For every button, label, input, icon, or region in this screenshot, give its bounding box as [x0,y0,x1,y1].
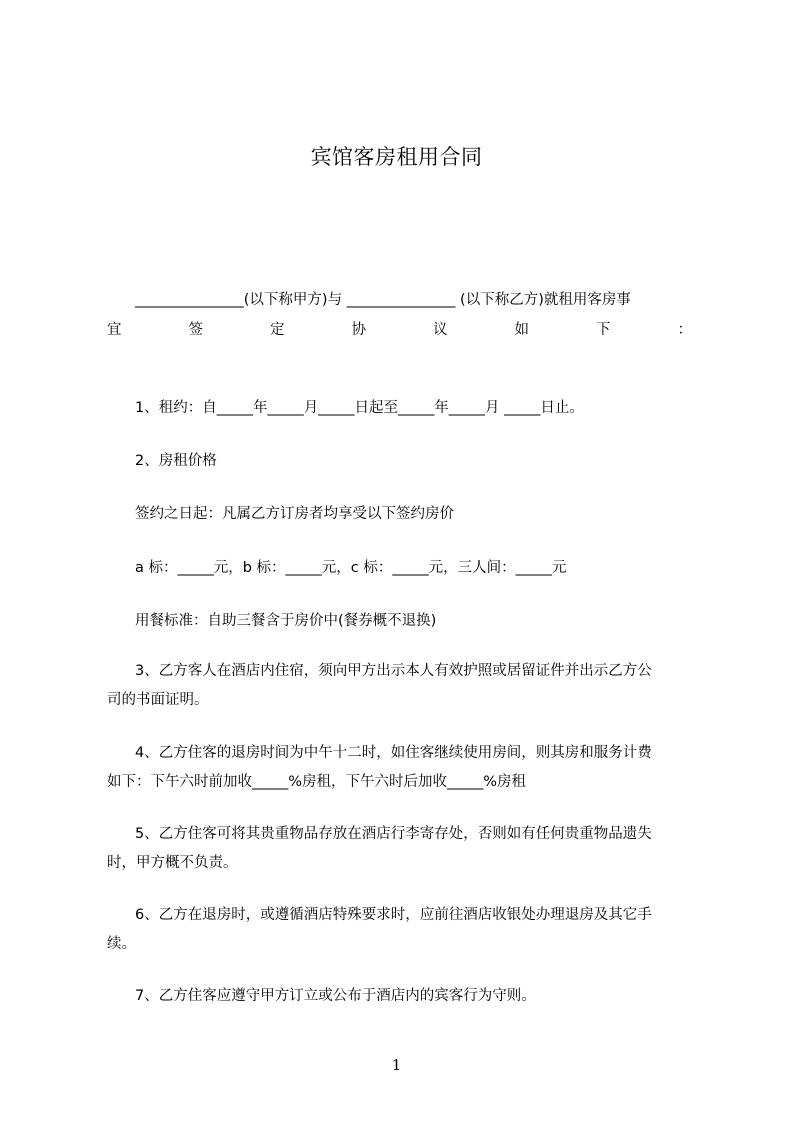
intro-char: 协 [351,322,366,338]
intro-char: 定 [270,322,285,338]
clause-6-line-1: 6、乙方在退房时，或遵循酒店特殊要求时，应前往酒店收银处办理退房及其它手 [135,907,652,923]
page-number: 1 [391,1056,402,1074]
clause-1: 1、租约：自_____年_____月_____日起至_____年_____月 _____日止。 [135,400,584,416]
clause-2-meal-standard: 用餐标准：自助三餐含于房价中(餐券概不退换) [135,613,437,629]
clause-2-signing-price: 签约之日起：凡属乙方订房者均享受以下签约房价 [135,506,454,522]
clause-4-line-2: 如下：下午六时前加收_____%房租，下午六时后加收_____%房租 [107,774,527,790]
clause-2-heading: 2、房租价格 [135,453,217,469]
intro-line-2 [107,320,692,340]
intro-line-1: _______________(以下称甲方)与 _______________ (以下称乙方)就租用客房事 [135,292,631,308]
intro-char: ： [677,322,692,338]
document-title: 宾馆客房租用合同 [310,145,483,169]
clause-4-line-1: 4、乙方住客的退房时间为中午十二时，如住客继续使用房间，则其房和服务计费 [135,745,652,761]
clause-6-line-2: 续。 [107,936,136,952]
clause-5-line-1: 5、乙方住客可将其贵重物品存放在酒店行李寄存处，否则如有任何贵重物品遗失 [135,826,652,842]
intro-char: 下 [596,322,611,338]
clause-5-line-2: 时，甲方概不负责。 [107,855,238,871]
intro-line-2-spread [107,320,692,340]
intro-char: 签 [188,322,203,338]
intro-char: 宜 [107,322,122,338]
intro-char: 如 [514,322,529,338]
clause-2-room-rates: a 标：_____元，b 标：_____元，c 标：_____元，三人间：_____元 [135,560,567,576]
clause-3-line-1: 3、乙方客人在酒店内住宿，须向甲方出示本人有效护照或居留证件并出示乙方公 [135,663,652,679]
clause-3-line-2: 司的书面证明。 [107,692,209,708]
intro-char: 议 [433,322,448,338]
clause-7: 7、乙方住客应遵守甲方订立或公布于酒店内的宾客行为守则。 [135,988,536,1004]
